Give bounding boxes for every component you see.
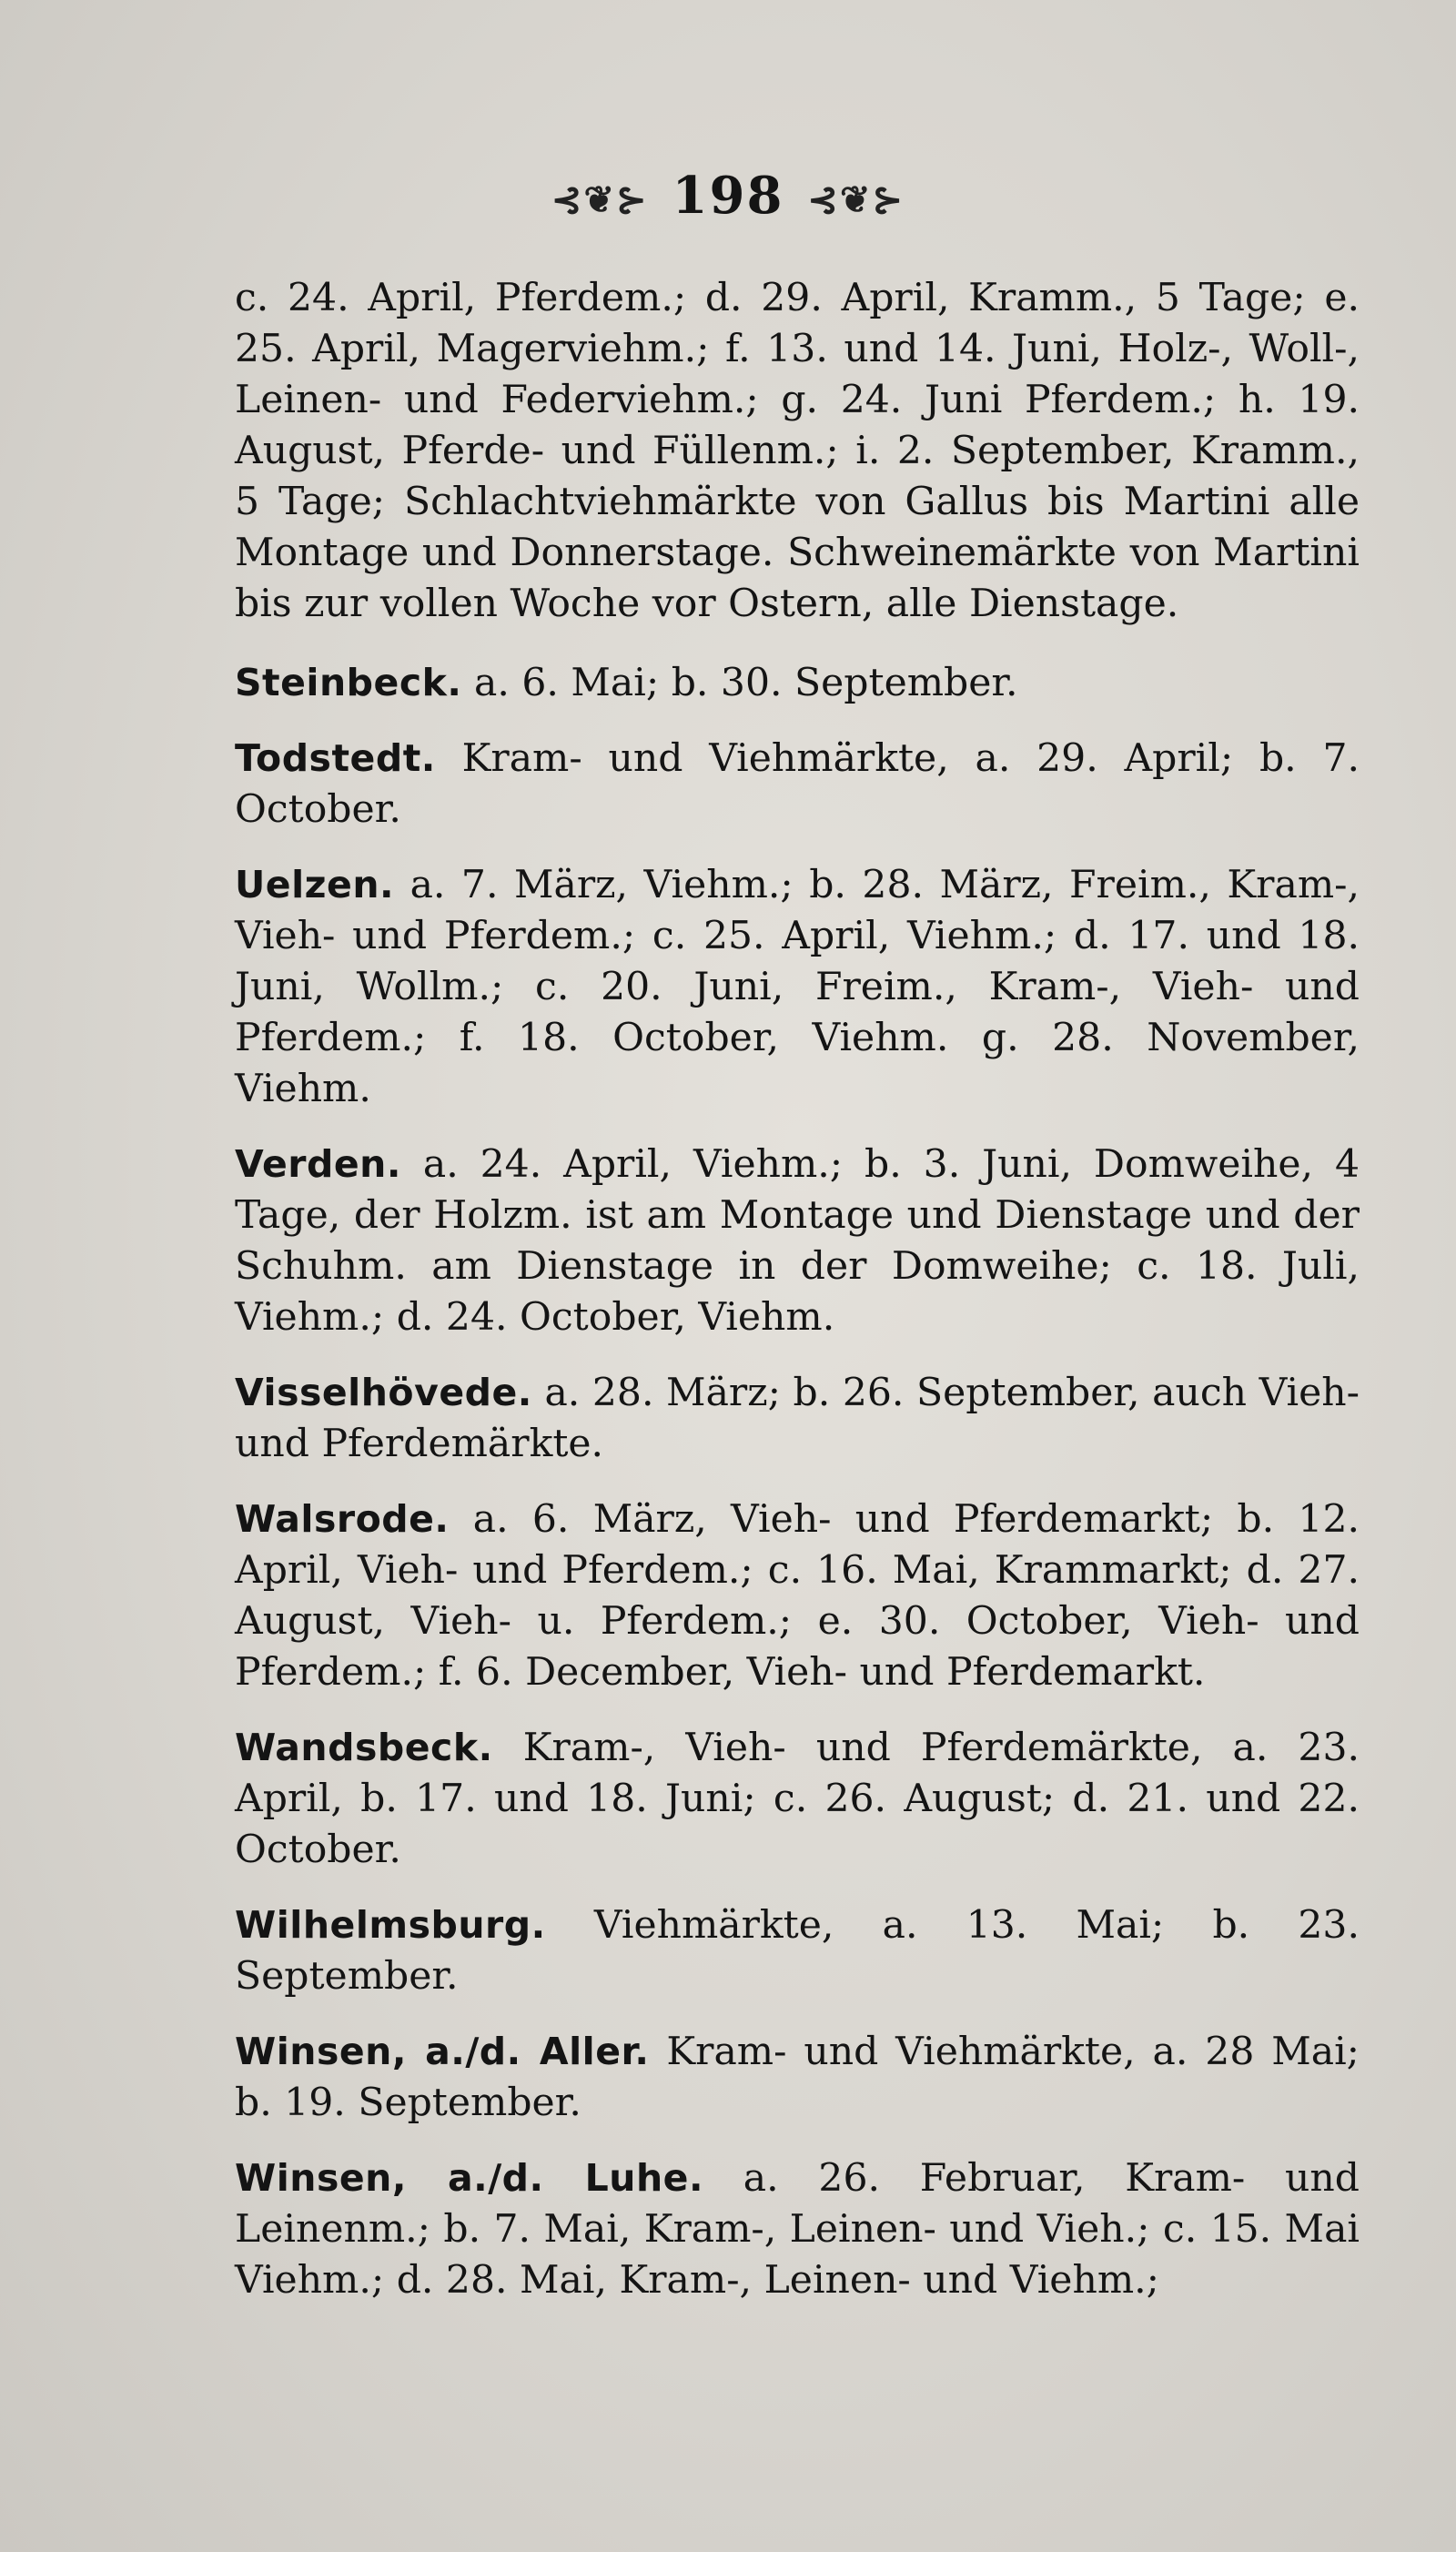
right-ornament-icon: ⊰❦⊱ [807, 177, 905, 221]
entry-text: Kram-, Vieh- und Pferdemärkte, a. 23. April, b. 17. und 18. Juni; c. 26. August; d. 21. und 22. October. [235, 1726, 1360, 1872]
entry-visselhoevede [235, 1367, 1360, 1470]
entry-place: Visselhövede. [235, 1371, 532, 1414]
page-header [0, 166, 1456, 226]
entry-text: Viehmärkte, a. 13. Mai; b. 23. September. [235, 1903, 1360, 1999]
entry-text: Kram- und Viehmärkte, a. 28 Mai; b. 19. September. [235, 2030, 1360, 2125]
entry-text: a. 7. März, Viehm.; b. 28. März, Freim., Kram-, Vieh- und Pferdem.; c. 25. April, Viehm.; d. 17. und 18. Juni, Wollm.; c. 20. Juni, Freim., Kram-, Vieh- und Pferdem.; f. 18. October, Viehm. g. 28. November, Viehm. [235, 863, 1360, 1111]
entry-continuation [235, 273, 1360, 630]
left-ornament-icon: ⊰❦⊱ [551, 177, 649, 221]
page-body [235, 273, 1360, 2330]
entry-winsen-aller [235, 2026, 1360, 2129]
entry-wandsbeck [235, 1722, 1360, 1876]
entry-uelzen [235, 859, 1360, 1115]
entry-place: Winsen, a./d. Luhe. [235, 2156, 704, 2200]
entry-verden [235, 1139, 1360, 1343]
entry-text: a. 24. April, Viehm.; b. 3. Juni, Domweihe, 4 Tage, der Holzm. ist am Montage und Dienstage und der Schuhm. am Dienstage in der Domweihe; c. 18. Juli, Viehm.; d. 24. October, Viehm. [235, 1142, 1360, 1340]
entry-text: a. 26. Februar, Kram- und Leinenm.; b. 7. Mai, Kram-, Leinen- und Vieh.; c. 15. Mai Viehm.; d. 28. Mai, Kram-, Leinen- und Viehm.; [235, 2156, 1360, 2303]
entry-text: Kram- und Viehmärkte, a. 29. April; b. 7. October. [235, 736, 1360, 832]
entry-place: Steinbeck. [235, 661, 462, 704]
entry-place: Walsrode. [235, 1497, 450, 1541]
entry-text: a. 28. März; b. 26. September, auch Vieh- und Pferdemärkte. [235, 1371, 1360, 1466]
entry-place: Winsen, a./d. Aller. [235, 2030, 650, 2073]
entry-place: Wandsbeck. [235, 1726, 493, 1769]
entry-walsrode [235, 1494, 1360, 1698]
entry-place: Verden. [235, 1142, 401, 1186]
entry-winsen-luhe [235, 2152, 1360, 2306]
entry-place: Uelzen. [235, 863, 395, 906]
entry-text: a. 6. März, Vieh- und Pferdemarkt; b. 12. April, Vieh- und Pferdem.; c. 16. Mai, Krammarkt; d. 27. August, Vieh- u. Pferdem.; e. 30. October, Vieh- und Pferdem.; f. 6. December, Vieh- und Pferdemarkt. [235, 1497, 1360, 1695]
entry-steinbeck [235, 657, 1360, 709]
entry-place: Wilhelmsburg. [235, 1903, 546, 1947]
page-number: 198 [672, 166, 784, 226]
entry-wilhelmsburg [235, 1899, 1360, 2002]
entry-todstedt [235, 733, 1360, 835]
entry-text: a. 6. Mai; b. 30. September. [474, 661, 1018, 705]
entry-place: Todstedt. [235, 736, 436, 780]
entry-text: c. 24. April, Pferdem.; d. 29. April, Kramm., 5 Tage; e. 25. April, Magerviehm.; f. 13. und 14. Juni, Holz-, Woll-, Leinen- und Federviehm.; g. 24. Juni Pferdem.; h. 19. August, Pferde- und Füllenm.; i. 2. September, Kramm., 5 Tage; Schlachtviehmärkte von Gallus bis Martini alle Montage und Donnerstage. Schweinemärkte von Martini bis zur vollen Woche vor Ostern, alle Dienstage. [235, 276, 1360, 626]
